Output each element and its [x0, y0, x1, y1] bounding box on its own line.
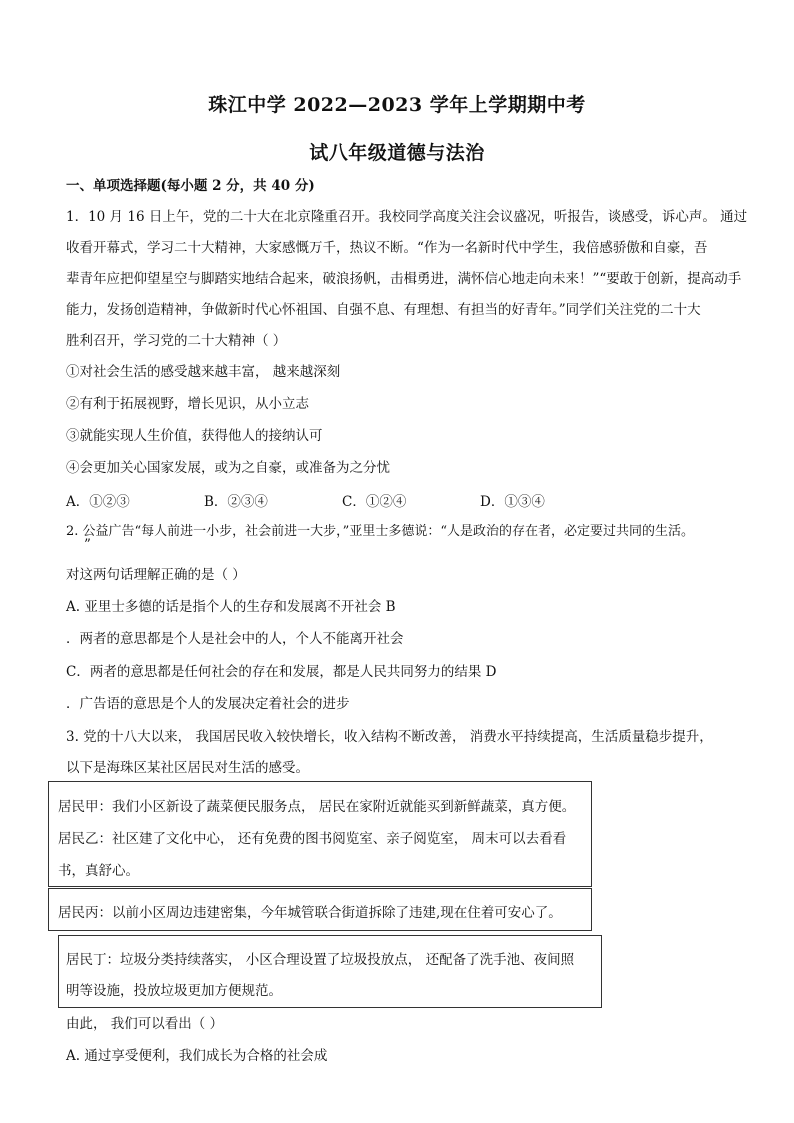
q1-item: ④会更加关心国家发展，或为之自豪，或准备为之分忧: [66, 460, 390, 476]
q1-option-c: C．①②④: [342, 494, 407, 510]
q2-option-line: ．两者的意思都是个人是社会中的人，个人不能离开社会: [66, 631, 404, 647]
resident-bing-line: 居民丙：以前小区周边违建密集，今年城管联合街道拆除了违建,现在住着可安心了。: [58, 905, 562, 921]
q1-option-b: B．②③④: [204, 494, 268, 510]
q1-item: ③就能实现人生价值，获得他人的接纳认可: [66, 428, 323, 444]
q3-text-line: 由此， 我们可以看出（ ）: [66, 1016, 224, 1032]
q1-option-a: A．①②③: [66, 494, 130, 510]
q1-item: ②有利于拓展视野，增长见识，从小立志: [66, 396, 309, 412]
q1-item: ①对社会生活的感受越来越丰富， 越来越深刻: [66, 364, 341, 380]
resident-jia-line: 居民甲：我们小区新设了蔬菜便民服务点， 居民在家附近就能买到新鲜蔬菜，真方便。: [58, 799, 576, 815]
q2-text-line: 对这两句话理解正确的是（ ）: [66, 567, 246, 583]
resident-ding-line-2: 明等设施，投放垃圾更加方便规范。: [66, 983, 282, 999]
quote-box-3: [58, 935, 602, 1008]
q1-text-line: 能力，发扬创造精神，争做新时代心怀祖国、自强不息、有理想、有担当的好青年。”同学们关注党的二十大: [66, 302, 701, 318]
q1-text-line: 1．10 月 16 日上午，党的二十大在北京隆重召开。我校同学高度关注会议盛况，听报告，谈感受，诉心声。 通过: [66, 209, 748, 225]
q2-option-line: A. 亚里士多德的话是指个人的生存和发展离不开社会 B: [66, 599, 396, 615]
resident-yi-line-2: 书，真舒心。: [58, 863, 139, 879]
q3-option-line: A. 通过享受便利，我们成长为合格的社会成: [66, 1048, 328, 1064]
quote-box-1: [48, 781, 592, 887]
resident-ding-line: 居民丁：垃圾分类持续落实， 小区合理设置了垃圾投放点， 还配备了洗手池、夜间照: [66, 952, 575, 968]
title-line-2: 试八年级道德与法治: [309, 142, 485, 164]
q3-text-line: 以下是海珠区某社区居民对生活的感受。: [66, 760, 309, 776]
section-heading: 一、单项选择题(每小题 2 分，共 40 分): [66, 178, 315, 194]
q2-text-line: 2. 公益广告“每人前进一小步，社会前进一大步，”亚里士多德说：“人是政治的存在者，必定要过共同的生活。: [66, 524, 694, 539]
q2-quote-mark: ”: [84, 537, 91, 553]
q1-text-line: 收看开幕式，学习二十大精神，大家感慨万千，热议不断。“作为一名新时代中学生，我倍感骄傲和自豪，吾: [66, 240, 708, 256]
q1-text-line: 辈青年应把仰望星空与脚踏实地结合起来，破浪扬帆，击楫勇进，满怀信心地走向未来！”“要敢于创新，提高动手: [66, 271, 742, 287]
q1-text-line: 胜利召开，学习党的二十大精神（ ）: [66, 333, 287, 349]
quote-box-2: [48, 888, 592, 931]
q3-text-line: 3. 党的十八大以来， 我国居民收入较快增长，收入结构不断改善， 消费水平持续提高，生活质量稳步提升，: [66, 729, 713, 745]
q2-option-line: C．两者的意思都是任何社会的存在和发展，都是人民共同努力的结果 D: [66, 664, 497, 680]
resident-yi-line: 居民乙：社区建了文化中心， 还有免费的图书阅览室、亲子阅览室， 周末可以去看看: [58, 831, 567, 847]
q1-option-d: D．①③④: [480, 494, 545, 510]
title-line-1: 珠江中学 2022—2023 学年上学期期中考: [208, 94, 586, 116]
q2-option-line: ．广告语的意思是个人的发展决定着社会的进步: [66, 696, 350, 712]
